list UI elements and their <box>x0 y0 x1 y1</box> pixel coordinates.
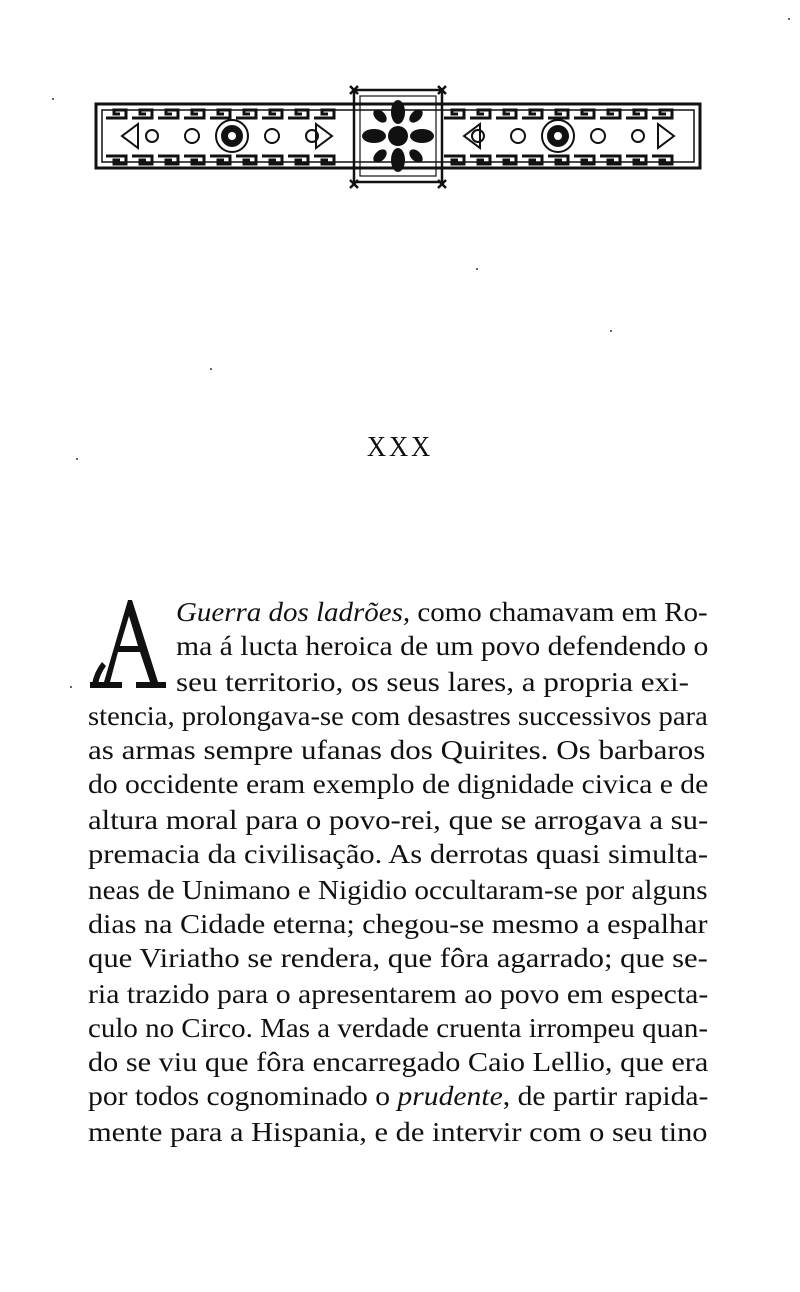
line-italic-text: prudente <box>397 1081 503 1111</box>
paragraph-line <box>176 666 689 698</box>
line-text: que Viriatho se rendera, que fôra agarrado; que se- <box>88 943 708 973</box>
scan-speck <box>210 368 212 370</box>
paragraph-line <box>88 804 708 836</box>
paragraph-line <box>88 700 708 732</box>
line-text: culo no Circo. Mas a verdade cruenta irrompeu quan- <box>88 1013 709 1043</box>
paragraph-line <box>88 908 707 940</box>
scan-speck <box>52 98 54 100</box>
line-text: neas de Unimano e Nigidio occultaram-se por alguns <box>88 875 708 905</box>
line-text: stencia, prolongava-se com desastres successivos para <box>88 701 708 731</box>
line-text: do occidente eram exemplo de dignidade civica e de <box>88 769 709 799</box>
paragraph-line <box>88 874 708 906</box>
scan-speck <box>70 686 72 688</box>
paragraph-line <box>88 1116 708 1148</box>
line-text: dias na Cidade eterna; chegou-se mesmo a espalhar <box>88 909 708 939</box>
paragraph-line <box>88 1046 708 1078</box>
drop-cap-text: A <box>128 658 129 659</box>
line-text: como chamavam em Ro- <box>410 597 708 627</box>
scan-speck <box>788 18 790 20</box>
decorative-ornament-band <box>92 84 704 192</box>
line-text: do se viu que fôra encarregado Caio Lellio, que era <box>88 1047 709 1077</box>
line-text: premacia da civilisação. As derrotas quasi simulta- <box>88 839 709 869</box>
scan-speck <box>76 458 78 460</box>
line-text: as armas sempre ufanas dos Quirites. Os barbaros <box>88 735 706 765</box>
line-italic-text: Guerra dos ladrões, <box>176 597 411 627</box>
line-text-pre: por todos cognominado o <box>88 1081 398 1111</box>
line-text: ria trazido para o apresentarem ao povo em especta- <box>88 979 709 1009</box>
paragraph-line <box>88 734 705 766</box>
scan-speck <box>476 268 478 270</box>
drop-cap-letter <box>88 598 168 692</box>
paragraph-line <box>176 596 708 628</box>
line-text: mente para a Hispania, e de intervir com o seu tino <box>88 1117 708 1147</box>
line-text: altura moral para o povo-rei, que se arrogava a su- <box>88 805 709 835</box>
paragraph-line <box>88 942 708 974</box>
chapter-numeral: XXX <box>366 432 434 463</box>
paragraph-line <box>176 630 708 662</box>
paragraph-line <box>88 1080 708 1112</box>
line-text: , de partir rapida- <box>502 1081 709 1111</box>
line-text: ma á lucta heroica de um povo defendendo o <box>176 631 709 661</box>
paragraph-line <box>88 978 708 1010</box>
line-text: seu territorio, os seus lares, a propria exi- <box>176 667 690 697</box>
scan-speck <box>610 330 612 332</box>
paragraph-line <box>88 768 708 800</box>
paragraph-line <box>88 1012 708 1044</box>
paragraph-line <box>88 838 708 870</box>
